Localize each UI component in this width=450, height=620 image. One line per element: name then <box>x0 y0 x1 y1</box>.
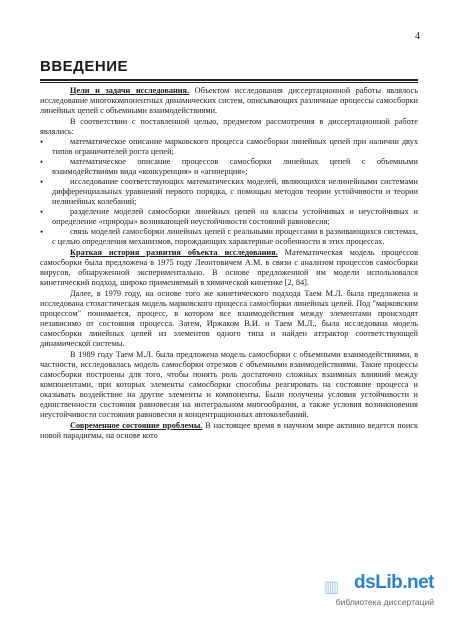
list-item <box>40 137 418 157</box>
section-heading: ВВЕДЕНИЕ <box>40 58 128 75</box>
intro-paragraph <box>40 86 418 116</box>
list-item-text: математическое описание процессов самосборки линейных цепей с объемными взаимодействиями вида «конкуренция» и «агинерция»; <box>52 157 418 176</box>
book-icon: ▥ <box>324 579 340 596</box>
bullet-icon: • <box>40 137 44 147</box>
list-item-text: связь моделей самосборки линейных цепей с реальными процессами в развивающихся системах, с целью определения механизмов, порождающих характерные особенности в этих процессах. <box>52 227 418 246</box>
tasks-intro: В соответствии с поставленной целью, предметом рассмотрения в диссертационной работе являлись: <box>40 117 418 136</box>
bullet-icon: • <box>40 157 44 167</box>
watermark-caption: библиотека диссертаций <box>335 597 434 607</box>
bullet-icon: • <box>40 177 44 187</box>
list-item-text: разделение моделей самосборки линейных цепей на классы устойчивых и неустойчивых и определение «природы» возникающей неустойчивости состояний равновесия; <box>52 207 418 226</box>
page-number: 4 <box>415 31 420 42</box>
list-item-text: математическое описание марковского процесса самосборки линейных цепей при наличии двух типов ограничителей роста цепей; <box>52 137 418 156</box>
intro-label: Цели и задачи исследования. <box>70 86 190 95</box>
history-label: Краткая история развития объекта исследования. <box>70 248 278 257</box>
current-text: В настоящее время в научном мире активно ведется поиск новой парадигмы, на основе кото <box>40 421 418 440</box>
history-paragraph <box>40 248 418 288</box>
tasks-list <box>40 137 418 247</box>
list-item-text: исследование соответствующих математических моделей, являющихся нелинейными системами дифференциальных уравнений первого порядка, с помощью методов теории устойчивости и теории нелинейных колебаний; <box>52 177 418 206</box>
current-label: Современное состояние проблемы. <box>70 421 203 430</box>
document-body <box>40 86 418 441</box>
history-text: Математическая модель процессов самосборки была предложена в 1975 году Леонтовичем А.М. в связи с анализом процессов самосборки вирусов, обнаруженной экспериментально. В основе предложенной им модели использовался кинетический подход, широко применяемый в химической кинетике [2, 84]. <box>40 248 418 287</box>
bullet-icon: • <box>40 227 44 237</box>
list-item <box>40 157 418 177</box>
paragraph-1989: В 1989 году Таем М.Л. была предложена модель самосборки с объемными взаимодействиями, в частности, исследовалась модель самосборки отрезков с объемными взаимодействиями. Такие процессы самосборки построены для того, чтобы понять роль достаточно сложных взаимных влияний между компонентами, при которых элементы самосборки способны реагировать на состояние процесса и оказывать воздействие на другие элементы и компоненты. Были получены условия устойчивости и единственности состояния равновесия на интегральном многообразии, а также условия возникновения неустойчивости состояния равновесия и концентрационных автоколебаний. <box>40 350 418 419</box>
list-item <box>40 207 418 227</box>
list-item <box>40 177 418 207</box>
bullet-icon: • <box>40 207 44 217</box>
paragraph-1979: Далее, в 1979 году, на основе того же кинетического подхода Таем М.Л. была предложена и исследована стохастическая модель марковского процесса самосборки линейных цепей. Под "марковским процессом" понимается, процесс, в котором все взаимодействия между элементами происходят независимо от состояния процесса. Затем, Иржаком В.И. и Таем М.Л., была исследована модель самосборки линейных цепей из элементов одного типа и найден аттрактор соответствующей динамической системы. <box>40 289 418 348</box>
heading-rule <box>40 79 418 83</box>
watermark <box>318 572 436 608</box>
current-paragraph <box>40 421 418 441</box>
list-item <box>40 227 418 247</box>
intro-text: Объектом исследования диссертационной работы являлось исследование многокомпонентных динамических систем, описывающих различные процессы самосборки линейных цепей с объемными взаимодействиями. <box>40 86 418 115</box>
watermark-brand: dsLib.net <box>354 572 434 593</box>
